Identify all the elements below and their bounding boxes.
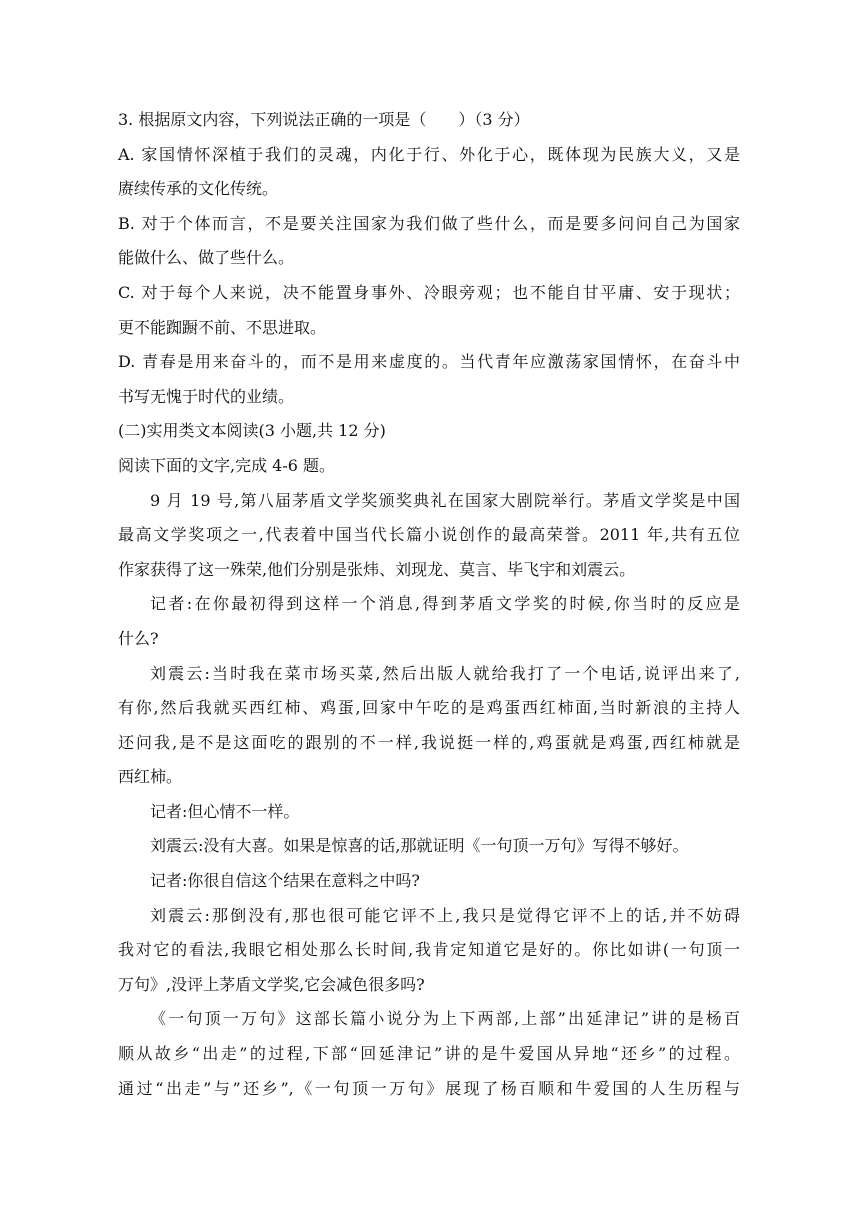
paragraph-8-line-1: 《一句顶一万句》这部长篇小说分为上下两部,上部”出延津记”讲的是杨百: [150, 1009, 740, 1029]
paragraph-3-line-4: 西红柿。: [118, 767, 183, 787]
paragraph-5-line-1: 刘震云:没有大喜。如果是惊喜的话,那就证明《一句顶一万句》写得不够好。: [150, 836, 689, 856]
option-b-line-1: B. 对于个体而言，不是要关注国家为我们做了些什么，而是要多问问自己为国家: [118, 213, 740, 233]
option-b-line-2: 能做什么、做了些什么。: [118, 248, 295, 268]
paragraph-1-line-2: 最高文学奖项之一,代表着中国当代长篇小说创作的最高荣誉。2011 年,共有五位: [118, 525, 740, 545]
paragraph-2-line-2: 什么?: [118, 628, 159, 648]
section-heading: (二)实用类文本阅读(3 小题,共 12 分): [118, 421, 386, 441]
question-3-stem: 3. 根据原文内容，下列说法正确的一项是（ ）（3 分）: [118, 110, 530, 129]
option-a-line-1: A. 家国情怀深植于我们的灵魂，内化于行、外化于心，既体现为民族大义，又是: [118, 144, 740, 164]
paragraph-8-line-2: 顺从故乡“出走”的过程,下部“回延津记”讲的是牛爱国从异地“还乡”的过程。: [118, 1044, 740, 1064]
paragraph-7-line-1: 刘震云:那倒没有,那也很可能它评不上,我只是觉得它评不上的话,并不妨碍: [150, 905, 740, 925]
option-c-line-2: 更不能踟蹰不前、不思进取。: [118, 317, 327, 337]
option-c-line-1: C. 对于每个人来说，决不能置身事外、冷眼旁观；也不能自甘平庸、安于现状；: [118, 282, 740, 302]
paragraph-6-line-1: 记者:你很自信这个结果在意料之中吗?: [150, 871, 420, 891]
option-d-line-1: D. 青春是用来奋斗的，而不是用来虚度的。当代青年应激荡家国情怀，在奋斗中: [118, 352, 740, 372]
option-d-line-2: 书写无愧于时代的业绩。: [118, 386, 295, 406]
paragraph-1-line-1: 9 月 19 号,第八届茅盾文学奖颁奖典礼在国家大剧院举行。茅盾文学奖是中国: [150, 490, 740, 510]
option-a-line-2: 赓续传承的文化传统。: [118, 179, 279, 199]
paragraph-3-line-1: 刘震云:当时我在菜市场买菜,然后出版人就给我打了一个电话,说评出来了,: [150, 663, 740, 683]
paragraph-7-line-2: 我对它的看法,我眼它相处那么长时间,我肯定知道它是好的。你比如讲(一句顶一: [118, 940, 740, 960]
section-instruction: 阅读下面的文字,完成 4-6 题。: [118, 455, 336, 475]
paragraph-3-line-2: 有你,然后我就买西红柿、鸡蛋,回家中午吃的是鸡蛋西红柿面,当时新浪的主持人: [118, 698, 740, 718]
paragraph-4-line-1: 记者:但心情不一样。: [150, 801, 300, 821]
paragraph-2-line-1: 记者:在你最初得到这样一个消息,得到茅盾文学奖的时候,你当时的反应是: [150, 594, 740, 614]
paragraph-8-line-3: 通过“出走”与”还乡”,《一句顶一万句》展现了杨百顺和牛爱国的人生历程与: [118, 1078, 740, 1098]
paragraph-1-line-3: 作家获得了这一殊荣,他们分别是张炜、刘现龙、莫言、毕飞宇和刘震云。: [118, 559, 636, 579]
paragraph-7-line-3: 万句》,没评上茅盾文学奖,它会减色很多吗?: [118, 974, 425, 994]
paragraph-3-line-3: 还问我,是不是这面吃的跟别的不一样,我说挺一样的,鸡蛋就是鸡蛋,西红柿就是: [118, 732, 740, 752]
document-page: [118, 103, 740, 1106]
